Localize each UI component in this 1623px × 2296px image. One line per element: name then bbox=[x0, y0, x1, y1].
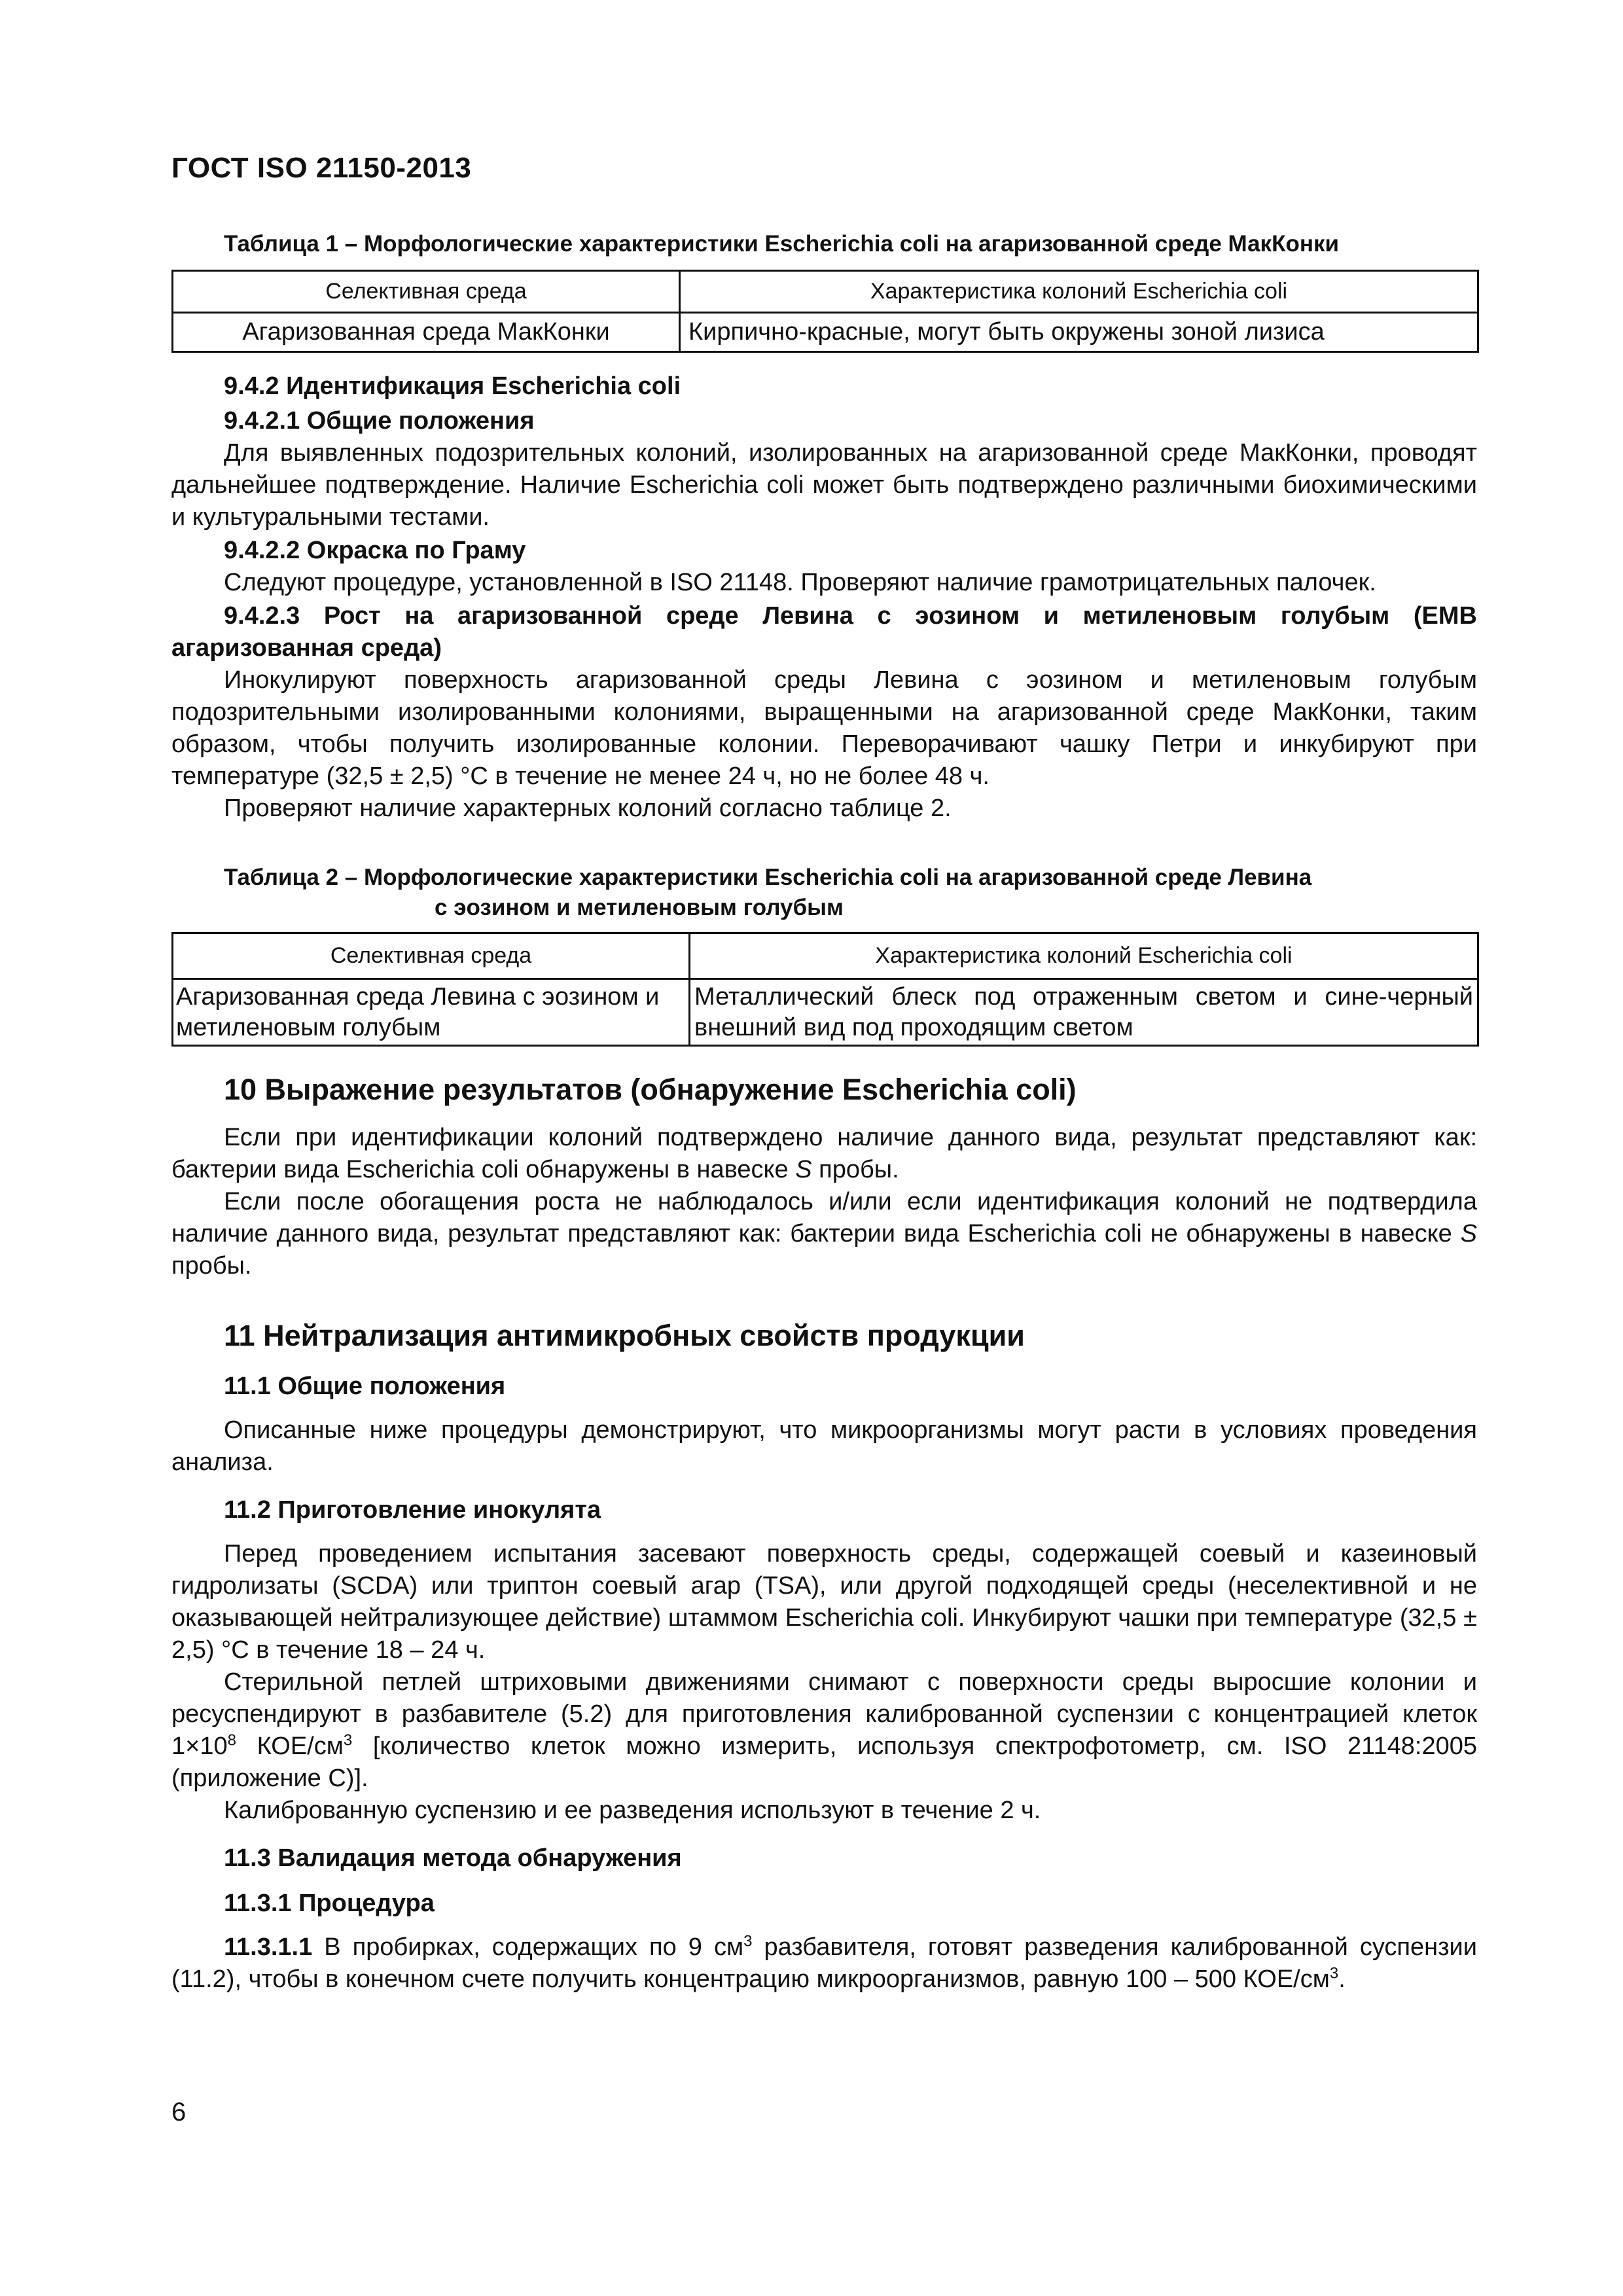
table1-header-row bbox=[173, 271, 1478, 313]
table2-caption-line1: Таблица 2 – Морфологические характеристики Escherichia coli на агаризованной среде Левина bbox=[224, 865, 1312, 890]
section-9-4-2-title: 9.4.2 Идентификация Escherichia coli bbox=[224, 372, 681, 400]
table2-header-row bbox=[173, 933, 1478, 979]
table1-cell: Кирпично-красные, могут быть окружены зоной лизиса bbox=[680, 313, 1478, 352]
table2-caption bbox=[171, 863, 1529, 923]
table1-header-cell: Селективная среда bbox=[173, 271, 680, 313]
section-9-4-2-3-title: 9.4.2.3 Рост на агаризованной среде Левина с эозином и метиленовым голубым (EMB агаризованная среда) bbox=[171, 602, 1477, 662]
table1-header-cell: Характеристика колоний Escherichia coli bbox=[680, 271, 1478, 313]
section-9-4-2-1-text: Для выявленных подозрительных колоний, изолированных на агаризованной среде МакКонки, проводят дальнейшее подтверждение. Наличие Escherichia coli может быть подтверждено различными биохимическими и культуральными тестами. bbox=[171, 439, 1477, 531]
section-10-paragraph-2: Если после обогащения роста не наблюдалось и/или если идентификация колоний не подтвердила наличие данного вида, результат представляют как: бактерии вида Escherichia coli не обнаружены в навеске S пробы. bbox=[171, 1188, 1477, 1280]
section-11-1-heading: 11.1 Общие положения bbox=[224, 1372, 506, 1400]
table2-row bbox=[173, 979, 1478, 1046]
section-9-4-2-1-title: 9.4.2.1 Общие положения bbox=[224, 407, 535, 435]
standard-header: ГОСТ ISO 21150-2013 bbox=[171, 152, 472, 184]
section-11-2-heading: 11.2 Приготовление инокулята bbox=[224, 1496, 601, 1524]
table1 bbox=[171, 270, 1479, 353]
section-9-4-2-block bbox=[171, 370, 1477, 825]
section-11-2-paragraph-2: Стерильной петлей штриховыми движениями снимают с поверхности среды выросшие колонии и ресуспендируют в разбавителе (5.2) для приготовления калиброванной суспензии с концентрацией клеток $1\times 10^8$ КОЕ/$см^3$ [количество клеток можно измерить, используя спектрофотометр, см. ISO 21148:2005 (приложение С)]. bbox=[171, 1668, 1477, 1792]
section-11-block bbox=[171, 1317, 1477, 1996]
section-11-1-text: Описанные ниже процедуры демонстрируют, что микроорганизмы могут расти в условиях проведения анализа. bbox=[171, 1416, 1477, 1476]
table2-caption-line2: с эозином и метиленовым голубым bbox=[435, 895, 844, 920]
table2-cell: Металлический блеск под отраженным светом и сине-черный внешний вид под проходящим светом bbox=[690, 979, 1478, 1046]
section-10-block bbox=[171, 1071, 1477, 1282]
table1-cell: Агаризованная среда МакКонки bbox=[173, 313, 680, 352]
section-11-3-heading: 11.3 Валидация метода обнаружения bbox=[224, 1844, 682, 1872]
section-9-4-2-2-text: Следуют процедуре, установленной в ISO 21148. Проверяют наличие грамотрицательных палочек. bbox=[224, 569, 1376, 596]
table1-row bbox=[173, 313, 1478, 352]
section-9-4-2-3-text: Инокулируют поверхность агаризованной среды Левина с эозином и метиленовым голубым подозрительными изолированными колониями, выращенными на агаризованной среде МакКонки, таким образом, чтобы получить изолированные колонии. Переворачивают чашку Петри и инкубируют при температуре (32,5 ± 2,5) °С в течение не менее 24 ч, но не более 48 ч. bbox=[171, 666, 1477, 790]
table2-header-cell: Селективная среда bbox=[173, 933, 690, 979]
section-10-heading: 10 Выражение результатов (обнаружение Escherichia coli) bbox=[224, 1073, 1077, 1106]
section-11-3-1-1-text: 11.3.1.1 В пробирках, содержащих по 9 $см^3$ разбавителя, готовят разведения калиброванной суспензии (11.2), чтобы в конечном счете получить концентрацию микроорганизмов, равную 100 – 500 КОЕ/$см^3$. bbox=[171, 1932, 1478, 1993]
table2-header-cell: Характеристика колоний Escherichia coli bbox=[690, 933, 1478, 979]
table1-caption: Таблица 1 – Морфологические характеристики Escherichia coli на агаризованной среде МакКонки bbox=[224, 231, 1339, 257]
section-9-4-2-3-reference: Проверяют наличие характерных колоний согласно таблице 2. bbox=[224, 795, 952, 822]
section-11-3-1-heading: 11.3.1 Процедура bbox=[224, 1890, 435, 1917]
section-11-2-paragraph-3: Калиброванную суспензию и ее разведения используют в течение 2 ч. bbox=[224, 1797, 1041, 1824]
table2-cell: Агаризованная среда Левина с эозином и метиленовым голубым bbox=[173, 979, 690, 1046]
section-11-heading: 11 Нейтрализация антимикробных свойств продукции bbox=[224, 1319, 1025, 1352]
section-9-4-2-2-title: 9.4.2.2 Окраска по Граму bbox=[224, 537, 526, 564]
table2 bbox=[171, 932, 1479, 1047]
section-11-2-paragraph-1: Перед проведением испытания засевают поверхность среды, содержащей соевый и казеиновый гидролизаты (SCDA) или триптон соевый агар (TSA), или другой подходящей среды (неселективной и не оказывающей нейтрализующее действие) штаммом Escherichia coli. Инкубируют чашки при температуре (32,5 ± 2,5) °С в течение 18 – 24 ч. bbox=[171, 1540, 1477, 1664]
section-10-paragraph-1: Если при идентификации колоний подтверждено наличие данного вида, результат представляют как: бактерии вида Escherichia coli обнаружены в навеске S пробы. bbox=[171, 1124, 1477, 1183]
page-number: 6 bbox=[171, 2098, 187, 2126]
